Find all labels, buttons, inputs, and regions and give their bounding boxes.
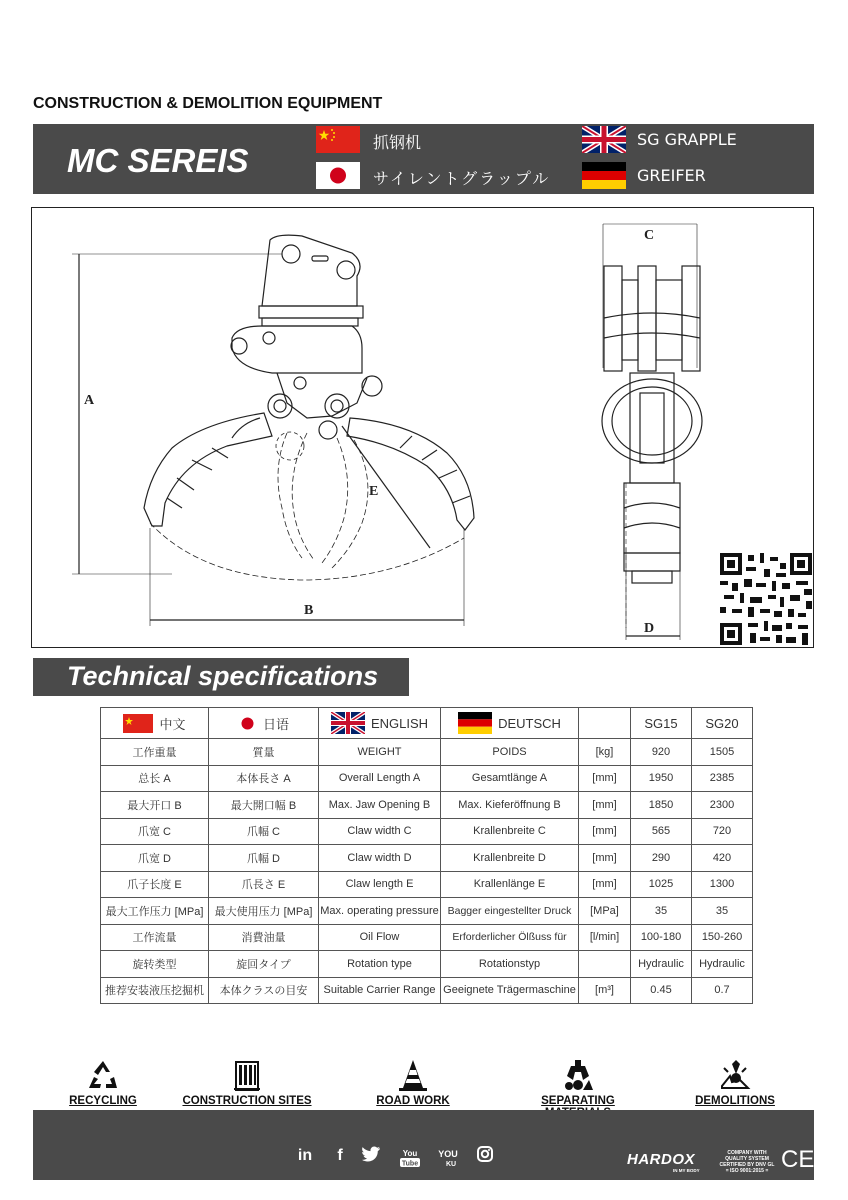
table-cell-unit: [mm] [579, 792, 631, 819]
category-recycling: RECYCLING [38, 1058, 168, 1107]
table-cell-de: Geeignete Trägermaschine [441, 977, 579, 1004]
table-cell-zh: 旋转类型 [101, 951, 209, 978]
svg-text:YOU: YOU [438, 1149, 458, 1159]
table-cell-ja: 爪長さ E [209, 871, 319, 898]
footer-bar [33, 1110, 814, 1180]
table-cell-m2: Hydraulic [692, 951, 753, 978]
hardox-tagline: IN MY BODY [673, 1168, 700, 1173]
table-cell-de: Bagger eingestellter Druck [441, 898, 579, 925]
grapple-icon [561, 1058, 595, 1092]
table-cell-unit: [MPa] [579, 898, 631, 925]
label-a: A [84, 393, 95, 408]
germany-flag-icon [582, 162, 626, 189]
table-cell-ja: 爪幅 D [209, 845, 319, 872]
header-english: ENGLISH [319, 708, 441, 739]
table-cell-en: Claw width C [319, 818, 441, 845]
table-row [101, 845, 753, 872]
left-jaw [144, 413, 272, 526]
header-german: DEUTSCH [441, 708, 579, 739]
table-cell-m1: 920 [631, 739, 692, 766]
table-cell-en: Claw length E [319, 871, 441, 898]
table-cell-ja: 本体クラスの目安 [209, 977, 319, 1004]
china-flag-icon [123, 714, 153, 733]
table-cell-m1: 565 [631, 818, 692, 845]
table-cell-zh: 爪宽 D [101, 845, 209, 872]
table-cell-m2: 720 [692, 818, 753, 845]
youtube-icon[interactable] [398, 1146, 422, 1166]
table-cell-m2: 1300 [692, 871, 753, 898]
table-cell-en: Rotation type [319, 951, 441, 978]
table-cell-ja: 最大開口幅 B [209, 792, 319, 819]
label-c: C [644, 228, 655, 243]
table-row [101, 951, 753, 978]
instagram-icon[interactable] [475, 1146, 495, 1166]
table-cell-unit: [l/min] [579, 924, 631, 951]
table-cell-zh: 工作流量 [101, 924, 209, 951]
table-cell-ja: 最大使用压力 [MPa] [209, 898, 319, 925]
table-cell-m1: 35 [631, 898, 692, 925]
table-cell-zh: 总长 A [101, 765, 209, 792]
recycling-icon [86, 1058, 120, 1092]
china-flag-icon [316, 126, 360, 153]
table-row [101, 792, 753, 819]
demolition-icon [718, 1058, 752, 1092]
header-japanese: 日语 [209, 708, 319, 739]
table-cell-m2: 2385 [692, 765, 753, 792]
category-road-work: ROAD WORK [348, 1058, 478, 1107]
table-cell-m2: 2300 [692, 792, 753, 819]
table-cell-ja: 本体長さ A [209, 765, 319, 792]
table-cell-m1: 1850 [631, 792, 692, 819]
table-row [101, 818, 753, 845]
table-cell-en: Oil Flow [319, 924, 441, 951]
table-cell-m2: 420 [692, 845, 753, 872]
table-cell-de: Krallenbreite D [441, 845, 579, 872]
japan-flag-icon [238, 714, 257, 733]
table-cell-zh: 爪宽 C [101, 818, 209, 845]
table-cell-de: Gesamtlänge A [441, 765, 579, 792]
table-cell-en: Overall Length A [319, 765, 441, 792]
label-b: B [304, 603, 314, 618]
table-cell-m1: 290 [631, 845, 692, 872]
uk-flag-icon [331, 712, 365, 734]
table-cell-zh: 爪子长度 E [101, 871, 209, 898]
section-title: Technical specifications [67, 661, 379, 691]
table-cell-unit: [mm] [579, 765, 631, 792]
name-english: SG GRAPPLE [637, 130, 737, 149]
table-cell-m2: 35 [692, 898, 753, 925]
table-cell-unit: [mm] [579, 845, 631, 872]
name-german: GREIFER [637, 166, 706, 185]
table-cell-ja: 旋回タイプ [209, 951, 319, 978]
table-cell-de: POIDS [441, 739, 579, 766]
svg-text:KU: KU [445, 1161, 457, 1168]
table-cell-en: Claw width D [319, 845, 441, 872]
table-cell-ja: 質量 [209, 739, 319, 766]
table-cell-de: Krallenlänge E [441, 871, 579, 898]
table-cell-ja: 消費油量 [209, 924, 319, 951]
table-row [101, 977, 753, 1004]
svg-text:You: You [402, 1149, 418, 1158]
dimension-e-line [342, 426, 430, 548]
table-row [101, 871, 753, 898]
name-chinese: 抓钢机 [373, 133, 422, 152]
table-cell-m1: 0.45 [631, 977, 692, 1004]
linkedin-icon[interactable]: in [297, 1147, 313, 1164]
table-cell-ja: 爪幅 C [209, 818, 319, 845]
table-row [101, 898, 753, 925]
category-separating-materials: SEPARATING [513, 1058, 643, 1119]
name-japanese: サイレントグラップル [373, 169, 551, 188]
series-banner [33, 124, 814, 194]
table-cell-de: Max. Kieferöffnung B [441, 792, 579, 819]
spec-table [100, 707, 753, 1004]
category-demolitions: DEMOLITIONS [670, 1058, 800, 1107]
table-cell-en: WEIGHT [319, 739, 441, 766]
traffic-cone-icon [396, 1058, 430, 1092]
table-cell-en: Suitable Carrier Range [319, 977, 441, 1004]
category-construction-sites: CONSTRUCTION SITES [182, 1058, 312, 1107]
germany-flag-icon [458, 712, 492, 734]
uk-flag-icon [582, 126, 626, 153]
header-model-sg15: SG15 [631, 708, 692, 739]
header-unit [579, 708, 631, 739]
twitter-icon[interactable] [361, 1146, 381, 1166]
hardox-logo: HARDOX [627, 1151, 696, 1168]
table-cell-m2: 1505 [692, 739, 753, 766]
table-cell-zh: 最大工作压力 [MPa] [101, 898, 209, 925]
grapple-drawing [32, 208, 813, 647]
table-cell-en: Max. Jaw Opening B [319, 792, 441, 819]
table-cell-en: Max. operating pressure [319, 898, 441, 925]
ce-mark: CE [781, 1146, 815, 1173]
label-d: D [644, 621, 655, 636]
label-e: E [369, 484, 379, 499]
technical-drawing [31, 207, 814, 648]
right-jaw [347, 418, 474, 530]
series-title: MC SEREIS [67, 142, 249, 179]
table-cell-m1: 1950 [631, 765, 692, 792]
iso-certification: COMPANY WITH QUALITY SYSTEM CERTIFIED BY DNV GL = ISO 9001:2015 = [719, 1150, 775, 1174]
table-cell-unit: [mm] [579, 871, 631, 898]
table-cell-m2: 0.7 [692, 977, 753, 1004]
table-cell-unit [579, 951, 631, 978]
table-row [101, 924, 753, 951]
table-cell-m2: 150-260 [692, 924, 753, 951]
table-row [101, 739, 753, 766]
table-cell-m1: Hydraulic [631, 951, 692, 978]
youku-icon[interactable] [436, 1146, 460, 1166]
japan-flag-icon [316, 162, 360, 189]
header-chinese: 中文 [101, 708, 209, 739]
table-cell-m1: 1025 [631, 871, 692, 898]
section-title-bar [33, 658, 409, 696]
svg-text:Tube: Tube [401, 1160, 419, 1168]
table-cell-zh: 推荐安装液压挖掘机 [101, 977, 209, 1004]
facebook-icon[interactable]: f [337, 1147, 343, 1164]
table-row [101, 765, 753, 792]
table-cell-unit: [mm] [579, 818, 631, 845]
table-cell-unit: [kg] [579, 739, 631, 766]
qr-code [720, 553, 812, 645]
table-cell-de: Erforderlicher Ölßuss für [441, 924, 579, 951]
header-model-sg20: SG20 [692, 708, 753, 739]
table-cell-m1: 100-180 [631, 924, 692, 951]
table-cell-de: Krallenbreite C [441, 818, 579, 845]
document-heading: CONSTRUCTION & DEMOLITION EQUIPMENT [33, 95, 383, 112]
table-cell-unit: [m³] [579, 977, 631, 1004]
table-header-row [101, 708, 753, 739]
table-cell-zh: 最大开口 B [101, 792, 209, 819]
table-cell-de: Rotationstyp [441, 951, 579, 978]
building-icon [230, 1058, 264, 1092]
table-cell-zh: 工作重量 [101, 739, 209, 766]
